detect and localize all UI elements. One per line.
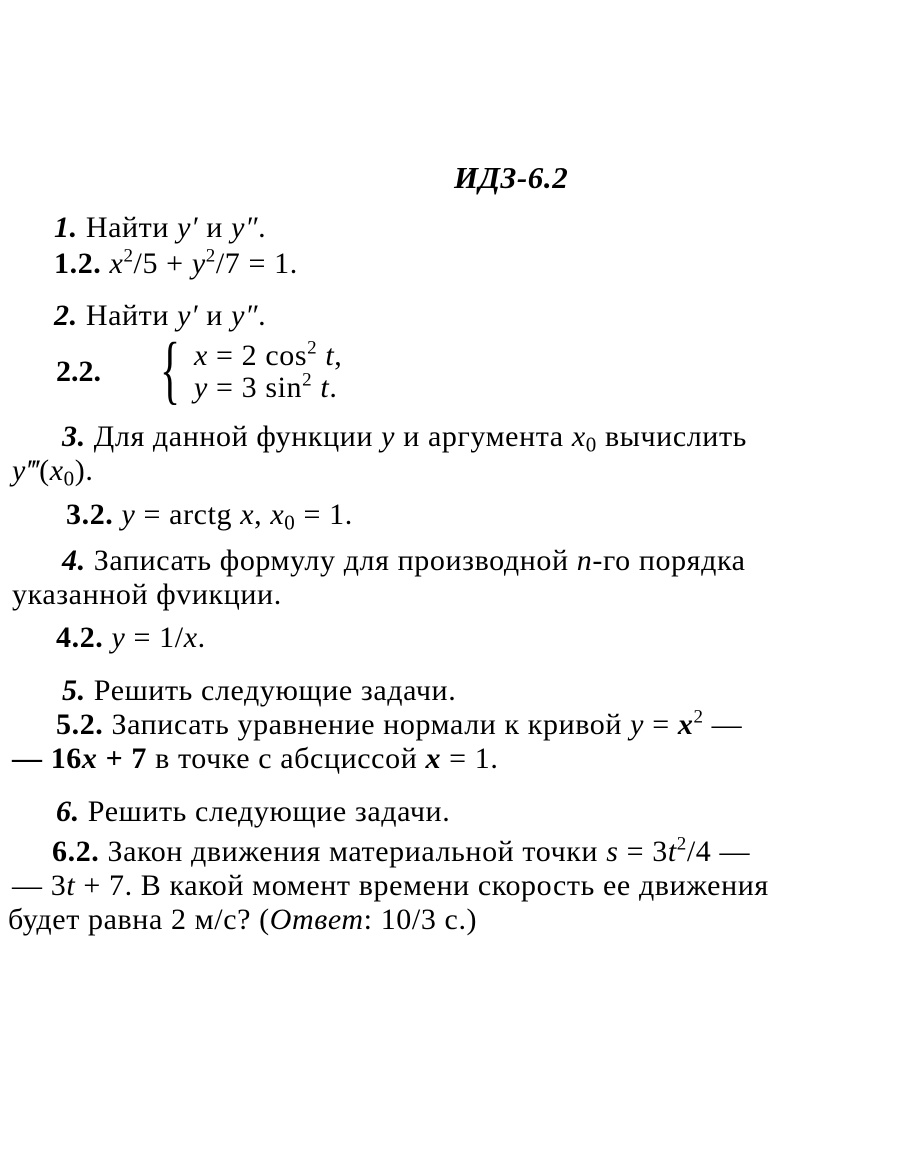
task-6-2-number: 6.2. (52, 835, 100, 868)
task-4-n: n (576, 544, 593, 577)
task-3-number: 3. (62, 420, 86, 453)
task-3-eq-mid: = arctg (135, 498, 241, 531)
task-1-number: 1. (54, 211, 78, 244)
system-brace: { (160, 328, 181, 412)
task-6-line3-a: будет равна 2 м/с? ( (8, 903, 270, 936)
task-5-line2-c: в точке с абсциссой (147, 742, 426, 775)
task-3-line2-x: x (49, 454, 64, 487)
task-3-heading-line-2 (12, 453, 93, 489)
task-4-heading-line-1 (62, 543, 746, 579)
task-2-and: и (198, 299, 232, 332)
task-3-2-number: 3.2. (66, 498, 114, 531)
task-1-text: Найти (85, 211, 178, 244)
task-4-2-number: 4.2. (56, 621, 104, 654)
task-2-2-system (52, 328, 352, 412)
task-5-line1-a: Записать уравнение нормали к кривой (103, 708, 631, 741)
task-6-line1-b: = 3 (618, 835, 668, 868)
sys-sin: = 3 sin (207, 371, 303, 404)
eq-end: /7 = 1. (215, 247, 298, 280)
task-3-x0: x (571, 420, 586, 453)
task-5-2-line-1 (56, 707, 742, 743)
sys-end2: . (329, 371, 338, 404)
task-3-text-b: и аргумента (395, 420, 572, 453)
task-5-2-number: 5.2. (56, 708, 104, 741)
sys-cos: = 2 cos (207, 339, 308, 372)
task-2-number: 2. (54, 299, 78, 332)
task-5-line2-d: = 1. (441, 742, 499, 775)
page-title: ИДЗ-6.2 (454, 160, 569, 195)
task-1-2-equation (54, 246, 298, 282)
task-4-eq-y: y (111, 621, 126, 654)
sys-end1: , (334, 339, 343, 372)
eq-x: x (109, 247, 124, 280)
task-5-line1-y: y (630, 708, 645, 741)
task-5-line2-x: x (81, 742, 98, 775)
task-5-line2-b: + 7 (97, 742, 148, 775)
task-6-line2-a: — 3 (12, 869, 67, 902)
task-4-eq-end: . (197, 621, 206, 654)
task-5-heading (62, 673, 456, 709)
task-3-eq-y: y (121, 498, 136, 531)
task-5-number: 5. (62, 674, 86, 707)
task-3-line2-sub: 0 (63, 466, 75, 491)
task-1-heading (54, 210, 266, 246)
task-3-y: y (381, 420, 396, 453)
sys-pow2: 2 (302, 369, 313, 391)
task-3-paren-close: ). (74, 454, 94, 487)
task-4-2-equation (56, 620, 206, 656)
task-6-line2-t: t (66, 869, 76, 902)
task-6-2-line-3 (8, 902, 477, 938)
task-4-heading-line-2: указанной фvикции. (12, 578, 282, 611)
task-5-2-line-2 (12, 741, 499, 777)
task-5-line1-dash: — (703, 708, 743, 741)
task-3-heading-line-1 (62, 419, 747, 455)
task-5-text: Решить следующие задачи. (85, 674, 457, 707)
sys-t2: t (312, 371, 330, 404)
task-2-ypp: y″ (231, 299, 259, 332)
task-6-line1-t: t (667, 835, 677, 868)
eq-pow: 2 (123, 245, 134, 267)
task-5-line2-a: — 16 (12, 742, 82, 775)
sys-y: y (194, 371, 208, 404)
eq-mid: /5 + (133, 247, 192, 280)
sys-t1: t (317, 339, 335, 372)
task-1-yp: y′ (177, 211, 199, 244)
task-1-end: . (258, 211, 267, 244)
sys-pow1: 2 (307, 337, 318, 359)
task-2-2-number: 2.2. (56, 355, 101, 388)
task-6-2-line-2 (12, 868, 769, 904)
task-6-line3-b: : 10/3 с.) (363, 903, 478, 936)
task-4-eq-mid: = 1/ (125, 621, 184, 654)
task-3-x0-sub: 0 (585, 432, 597, 457)
task-2-text: Найти (85, 299, 178, 332)
task-3-text-a: Для данной функции (85, 420, 382, 453)
task-6-2-line-1 (52, 834, 750, 870)
task-6-line1-pow: 2 (676, 833, 687, 855)
eq-pow2: 2 (205, 245, 216, 267)
task-4-number: 4. (62, 544, 86, 577)
task-4-eq-x: x (183, 621, 198, 654)
task-6-line1-s: s (606, 835, 619, 868)
system-line-1 (194, 337, 343, 372)
task-5-line1-pow: 2 (693, 706, 704, 728)
task-3-eq-x0: x (270, 498, 285, 531)
task-1-2-number: 1.2. (54, 247, 102, 280)
task-2-yp: y′ (177, 299, 199, 332)
task-6-text: Решить следующие задачи. (79, 795, 451, 828)
task-3-ytriple: y‴ (12, 454, 40, 487)
task-6-answer-label: Ответ (269, 903, 364, 936)
task-1-ypp: y″ (231, 211, 259, 244)
system-line-2 (194, 369, 338, 404)
task-3-eq-x0-sub: 0 (284, 510, 296, 535)
task-5-line1-eq: = (644, 708, 678, 741)
task-6-line1-a: Закон движения материальной точки (99, 835, 607, 868)
task-4-text-a: Записать формулу для производной (85, 544, 577, 577)
task-1-and: и (198, 211, 232, 244)
task-3-eq-x: x (240, 498, 255, 531)
task-6-heading (56, 794, 450, 830)
task-3-2-equation (66, 497, 353, 533)
task-3-eq-end: = 1. (295, 498, 353, 531)
task-3-paren-open: ( (39, 454, 50, 487)
task-5-line1-x: x (677, 708, 694, 741)
task-2-end: . (258, 299, 267, 332)
task-6-line1-c: /4 — (686, 835, 751, 868)
sys-x: x (194, 339, 208, 372)
eq-y: y (191, 247, 206, 280)
task-3-text-c: вычислить (596, 420, 747, 453)
task-6-line2-b: + 7. В какой момент времени скорость ее движения (75, 869, 769, 902)
task-5-line2-x2: x (425, 742, 442, 775)
task-4-text-b: -го порядка (592, 544, 746, 577)
task-6-number: 6. (56, 795, 80, 828)
task-3-eq-comma: , (254, 498, 271, 531)
